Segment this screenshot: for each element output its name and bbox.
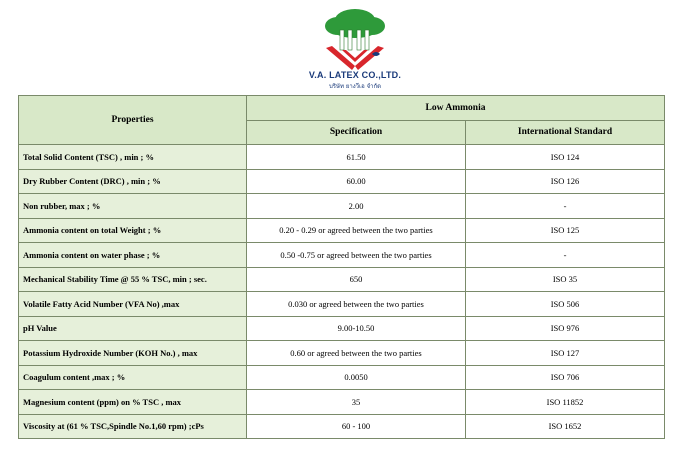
specification-cell: 60.00: [247, 169, 466, 194]
property-cell: Ammonia content on total Weight ; %: [19, 218, 247, 243]
property-cell: Potassium Hydroxide Number (KOH No.) , max: [19, 341, 247, 366]
specification-cell: 650: [247, 267, 466, 292]
table-row: [19, 365, 665, 390]
standard-cell: ISO 124: [466, 145, 665, 170]
specification-cell: 9.00-10.50: [247, 316, 466, 341]
specification-cell: 0.50 -0.75 or agreed between the two parties: [247, 243, 466, 268]
table-row: [19, 390, 665, 415]
table-row: [19, 218, 665, 243]
standard-cell: -: [466, 194, 665, 219]
table-row: [19, 341, 665, 366]
tree-house-logo-icon: [320, 6, 390, 72]
property-cell: Non rubber, max ; %: [19, 194, 247, 219]
specification-cell: 60 - 100: [247, 414, 466, 439]
standard-cell: ISO 126: [466, 169, 665, 194]
standard-cell: ISO 506: [466, 292, 665, 317]
property-cell: Dry Rubber Content (DRC) , min ; %: [19, 169, 247, 194]
specification-cell: 0.20 - 0.29 or agreed between the two parties: [247, 218, 466, 243]
specification-table: [18, 95, 665, 439]
specification-cell: 61.50: [247, 145, 466, 170]
specification-cell: 0.0050: [247, 365, 466, 390]
low-ammonia-header: Low Ammonia: [247, 96, 665, 121]
table-row: [19, 316, 665, 341]
standard-cell: ISO 127: [466, 341, 665, 366]
international-standard-header: International Standard: [466, 120, 665, 145]
table-row: [19, 292, 665, 317]
specification-cell: 0.60 or agreed between the two parties: [247, 341, 466, 366]
properties-header: Properties: [19, 96, 247, 145]
table-row: [19, 267, 665, 292]
property-cell: Magnesium content (ppm) on % TSC , max: [19, 390, 247, 415]
property-cell: Ammonia content on water phase ; %: [19, 243, 247, 268]
property-cell: Viscosity at (61 % TSC,Spindle No.1,60 rpm) ;cPs: [19, 414, 247, 439]
table-row: [19, 145, 665, 170]
standard-cell: ISO 976: [466, 316, 665, 341]
specification-cell: 2.00: [247, 194, 466, 219]
property-cell: Volatile Fatty Acid Number (VFA No) ,max: [19, 292, 247, 317]
property-cell: Coagulum content ,max ; %: [19, 365, 247, 390]
table-row: [19, 414, 665, 439]
property-cell: Mechanical Stability Time @ 55 % TSC, min ; sec.: [19, 267, 247, 292]
standard-cell: ISO 11852: [466, 390, 665, 415]
company-name: V.A. LATEX CO.,LTD.: [308, 70, 402, 80]
table-row: [19, 194, 665, 219]
specification-cell: 35: [247, 390, 466, 415]
standard-cell: ISO 35: [466, 267, 665, 292]
company-logo: [300, 6, 410, 92]
standard-cell: -: [466, 243, 665, 268]
property-cell: pH Value: [19, 316, 247, 341]
standard-cell: ISO 1652: [466, 414, 665, 439]
table-row: [19, 169, 665, 194]
standard-cell: ISO 125: [466, 218, 665, 243]
company-name-thai: บริษัท ยางวีเอ จำกัด: [328, 83, 381, 90]
specification-cell: 0.030 or agreed between the two parties: [247, 292, 466, 317]
specification-header: Specification: [247, 120, 466, 145]
standard-cell: ISO 706: [466, 365, 665, 390]
table-row: [19, 243, 665, 268]
property-cell: Total Solid Content (TSC) , min ; %: [19, 145, 247, 170]
